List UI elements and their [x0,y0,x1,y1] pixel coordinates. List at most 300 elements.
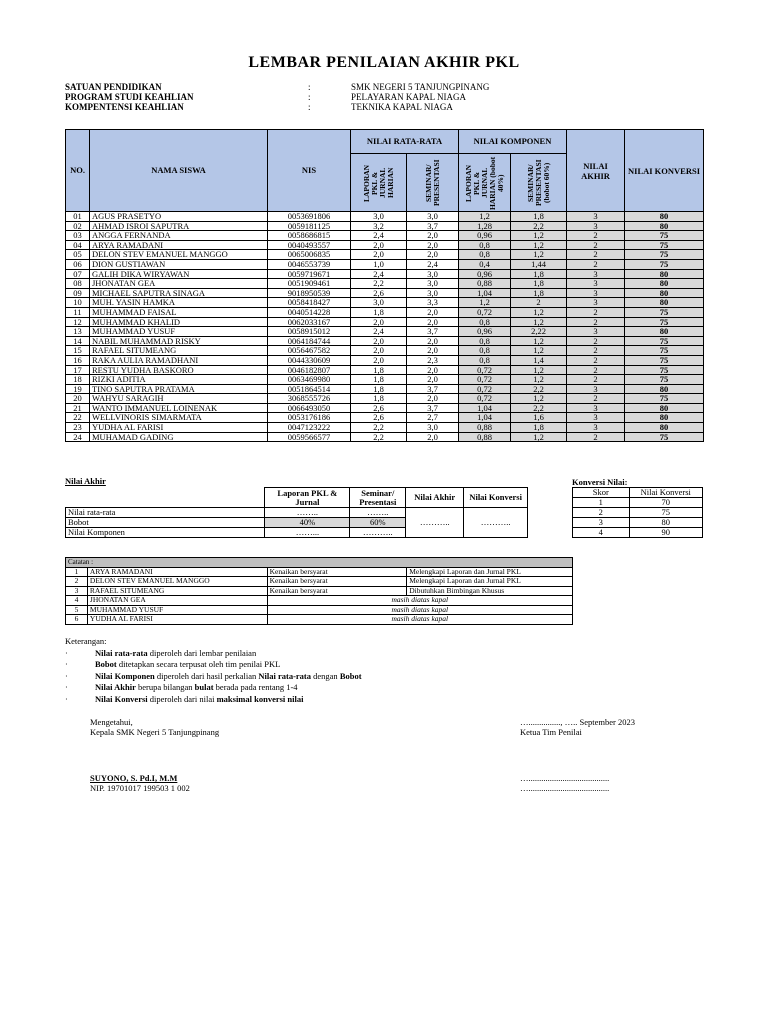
row-nis: 0059719671 [268,269,351,279]
row-nis: 0051909461 [268,279,351,289]
row-konversi: 80 [625,423,704,433]
row-nama: RAFAEL SITUMEANG [90,346,268,356]
col-laporan-komponen: LAPORAN PKL & JURNAL HARIAN (bobot 40%) [459,154,511,212]
keterangan-line: · Nilai Akhir berupa bilangan bulat berada pada rentang 1-4 [65,682,298,692]
row-akhir: 3 [567,384,625,394]
catatan-status: masih diatas kapal [267,605,572,615]
table-row [66,384,704,394]
row-no: 17 [66,365,90,375]
table-row [66,365,704,375]
row-seminar-komponen: 2,2 [511,221,567,231]
row-no: 19 [66,384,90,394]
col-rata: NILAI RATA-RATA [351,130,459,154]
col-seminar: SEMINAR/ PRESENTASI [407,154,459,212]
row-laporan: 2,4 [351,269,407,279]
catatan-row [66,577,573,587]
col-konversi: NILAI KONVERSI [625,130,704,212]
row-laporan: 2,2 [351,423,407,433]
table-row [66,317,704,327]
catatan-status: Kenaikan bersyarat [267,577,407,587]
row-laporan-komponen: 0,96 [459,269,511,279]
table-row [66,307,704,317]
row-laporan-komponen: 0,88 [459,423,511,433]
row-laporan-komponen: 0,72 [459,307,511,317]
header-labels [65,82,194,112]
nilai-r3-sem: ……….. [350,528,406,538]
row-nama: MUHAMAD GADING [90,432,268,442]
row-konversi: 75 [625,307,704,317]
konversi-nilai: 90 [629,528,703,538]
row-seminar: 3,0 [407,212,459,222]
row-seminar: 2,0 [407,317,459,327]
row-nis: 0053176186 [268,413,351,423]
row-laporan-komponen: 0,8 [459,355,511,365]
catatan-no: 4 [66,596,88,606]
row-nis: 0064184744 [268,336,351,346]
catatan-title: Catatan : [66,558,573,568]
keterangan-line: · Bobot ditetapkan secara terpusat oleh tim penilai PKL [65,659,281,669]
col-nama: NAMA SISWA [90,130,268,212]
row-nama: TINO SAPUTRA PRATAMA [90,384,268,394]
konversi-skor: 3 [573,518,630,528]
table-row [66,212,704,222]
row-no: 02 [66,221,90,231]
row-konversi: 75 [625,231,704,241]
row-laporan: 2,0 [351,336,407,346]
row-laporan-komponen: 0,88 [459,279,511,289]
catatan-nama: ARYA RAMADANI [87,567,267,577]
row-no: 04 [66,240,90,250]
row-akhir: 2 [567,307,625,317]
row-laporan-komponen: 0,8 [459,317,511,327]
row-laporan-komponen: 1,2 [459,298,511,308]
col-akhir: NILAI AKHIR [567,130,625,212]
kepala-name: SUYONO, S. Pd.I, M.M [90,773,178,783]
row-akhir: 3 [567,279,625,289]
row-akhir: 2 [567,231,625,241]
catatan-nama: JHONATAN GEA [87,596,267,606]
row-konversi: 75 [625,336,704,346]
row-nis: 0058686815 [268,231,351,241]
catatan-keterangan: Melengkapi Laporan dan Jurnal PKL [407,577,573,587]
row-konversi: 80 [625,288,704,298]
row-konversi: 75 [625,375,704,385]
row-akhir: 2 [567,432,625,442]
row-no: 15 [66,346,90,356]
konversi-title: Konversi Nilai: [572,477,628,487]
catatan-no: 2 [66,577,88,587]
signature-right [520,717,635,793]
row-akhir: 2 [567,375,625,385]
row-seminar: 3,0 [407,269,459,279]
row-nis: 0059566577 [268,432,351,442]
row-seminar: 2,4 [407,259,459,269]
table-row [66,346,704,356]
nilai-h-laporan: Laporan PKL & Jurnal [265,488,350,508]
row-no: 05 [66,250,90,260]
catatan-table [65,557,573,625]
catatan-no: 6 [66,615,88,625]
row-nama: DION GUSTIAWAN [90,259,268,269]
row-konversi: 80 [625,269,704,279]
row-seminar: 3,7 [407,403,459,413]
row-akhir: 3 [567,221,625,231]
header-separators [308,82,311,112]
row-laporan: 2,6 [351,413,407,423]
mengetahui-text: Mengetahui, [90,717,133,727]
nilai-konversi-value: ……….. [464,508,528,538]
col-no: NO. [66,130,90,212]
row-seminar-komponen: 1,4 [511,355,567,365]
row-konversi: 75 [625,432,704,442]
row-konversi: 80 [625,403,704,413]
konversi-h-skor: Skor [573,488,630,498]
tanggal-text: …..............., ….. September 2023 [520,717,635,727]
row-seminar: 3,7 [407,221,459,231]
catatan-nama: MUHAMMAD YUSUF [87,605,267,615]
table-row [66,269,704,279]
catatan-status: masih diatas kapal [267,596,572,606]
row-nis: 0058418427 [268,298,351,308]
row-seminar-komponen: 1,8 [511,269,567,279]
row-seminar: 2,0 [407,394,459,404]
row-laporan-komponen: 1,2 [459,212,511,222]
row-laporan-komponen: 0,8 [459,240,511,250]
nilai-bobot-lap: 40% [265,518,350,528]
keterangan [65,636,362,705]
catatan-row [66,615,573,625]
header-values [351,82,489,112]
nilai-r1-sem: …….. [350,508,406,518]
row-laporan: 2,2 [351,432,407,442]
row-nis: 0044330609 [268,355,351,365]
konversi-row [573,518,703,528]
table-row [66,413,704,423]
row-seminar-komponen: 1,2 [511,307,567,317]
page-title: LEMBAR PENILAIAN AKHIR PKL [248,54,520,71]
row-laporan: 3,0 [351,212,407,222]
row-seminar-komponen: 1,2 [511,250,567,260]
row-laporan-komponen: 0,8 [459,346,511,356]
row-konversi: 80 [625,212,704,222]
table-row [66,231,704,241]
row-seminar: 3,0 [407,423,459,433]
header-sep: : [308,92,311,102]
konversi-nilai: 80 [629,518,703,528]
row-seminar-komponen: 1,6 [511,413,567,423]
row-seminar: 3,7 [407,327,459,337]
row-laporan-komponen: 0,4 [459,259,511,269]
konversi-row [573,528,703,538]
row-akhir: 3 [567,403,625,413]
row-nama: JHONATAN GEA [90,279,268,289]
table-row [66,432,704,442]
row-seminar: 2,0 [407,240,459,250]
row-nama: MUHAMMAD KHALID [90,317,268,327]
kepala-text: Kepala SMK Negeri 5 Tanjungpinang [90,727,220,737]
catatan-nama: DELON STEV EMANUEL MANGGO [87,577,267,587]
row-nama: YUDHA AL FARISI [90,423,268,433]
row-nama: NABIL MUHAMMAD RISKY [90,336,268,346]
row-nis: 0059181125 [268,221,351,231]
catatan-status: masih diatas kapal [267,615,572,625]
row-akhir: 3 [567,327,625,337]
table-row [66,259,704,269]
row-no: 16 [66,355,90,365]
konversi-skor: 1 [573,498,630,508]
row-seminar: 2,0 [407,346,459,356]
row-konversi: 80 [625,384,704,394]
row-no: 18 [66,375,90,385]
row-seminar-komponen: 1,2 [511,432,567,442]
nilai-h-konversi: Nilai Konversi [464,488,528,508]
header-value: TEKNIKA KAPAL NIAGA [351,102,453,112]
row-nis: 0040514228 [268,307,351,317]
ketua-name-line: …...................................... [520,773,610,783]
row-seminar-komponen: 2,2 [511,384,567,394]
row-no: 22 [66,413,90,423]
catatan-status: Kenaikan bersyarat [267,586,407,596]
row-seminar: 2,0 [407,365,459,375]
konversi-nilai: 70 [629,498,703,508]
table-row [66,279,704,289]
row-laporan: 2,0 [351,355,407,365]
row-laporan: 1,0 [351,259,407,269]
nilai-akhir-title: Nilai Akhir [65,476,106,486]
row-laporan: 2,4 [351,327,407,337]
row-no: 06 [66,259,90,269]
row-seminar: 2,0 [407,432,459,442]
header-sep: : [308,102,311,112]
row-laporan-komponen: 1,04 [459,288,511,298]
row-konversi: 75 [625,346,704,356]
konversi-row [573,498,703,508]
table-row [66,298,704,308]
row-nama: WELLVINORIS SIMARMATA [90,413,268,423]
row-seminar-komponen: 2 [511,298,567,308]
col-komponen: NILAI KOMPONEN [459,130,567,154]
row-no: 10 [66,298,90,308]
row-seminar: 2,0 [407,231,459,241]
catatan-row [66,596,573,606]
row-laporan: 2,0 [351,317,407,327]
row-seminar: 3,0 [407,279,459,289]
row-nama: AGUS PRASETYO [90,212,268,222]
row-akhir: 2 [567,394,625,404]
row-nama: GALIH DIKA WIRYAWAN [90,269,268,279]
konversi-nilai: 75 [629,508,703,518]
row-no: 21 [66,403,90,413]
row-nis: 0062033167 [268,317,351,327]
row-seminar: 2,0 [407,336,459,346]
table-row [66,288,704,298]
nilai-akhir-value: ……….. [406,508,464,538]
row-seminar: 3,3 [407,298,459,308]
row-seminar-komponen: 1,8 [511,288,567,298]
row-seminar-komponen: 1,2 [511,365,567,375]
table-row [66,394,704,404]
header-label: PROGRAM STUDI KEAHLIAN [65,92,194,102]
row-nama: MUH. YASIN HAMKA [90,298,268,308]
row-laporan: 2,2 [351,279,407,289]
row-konversi: 80 [625,327,704,337]
table-row [66,375,704,385]
row-laporan: 2,4 [351,231,407,241]
table-row [66,327,704,337]
row-nis: 0051864514 [268,384,351,394]
row-akhir: 2 [567,250,625,260]
row-laporan: 1,8 [351,384,407,394]
row-nis: 0066493050 [268,403,351,413]
row-nis: 0056467582 [268,346,351,356]
row-nis: 0053691806 [268,212,351,222]
keterangan-title: Keterangan: [65,636,107,646]
row-nama: WANTO IMMANUEL LOINENAK [90,403,268,413]
ketua-text: Ketua Tim Penilai [520,727,582,737]
konversi-skor: 4 [573,528,630,538]
table-row [66,423,704,433]
row-konversi: 80 [625,413,704,423]
row-seminar: 2,0 [407,307,459,317]
table-row [66,403,704,413]
row-no: 23 [66,423,90,433]
row-nama: ARYA RAMADANI [90,240,268,250]
nilai-akhir-table [65,487,572,538]
row-nama: ANGGA FERNANDA [90,231,268,241]
row-seminar-komponen: 1,44 [511,259,567,269]
row-no: 03 [66,231,90,241]
header-value: PELAYARAN KAPAL NIAGA [351,92,467,102]
row-seminar-komponen: 1,2 [511,336,567,346]
row-seminar-komponen: 1,8 [511,423,567,433]
row-nis: 0047123222 [268,423,351,433]
konversi-body [573,498,703,538]
row-akhir: 3 [567,298,625,308]
row-no: 24 [66,432,90,442]
row-laporan: 3,0 [351,298,407,308]
nilai-r2-label: Bobot [66,518,265,528]
col-laporan: LAPORAN PKL & JURNAL HARIAN [351,154,407,212]
row-laporan-komponen: 0,72 [459,394,511,404]
row-konversi: 75 [625,240,704,250]
row-akhir: 2 [567,346,625,356]
row-nama: MUHAMMAD YUSUF [90,327,268,337]
row-akhir: 2 [567,259,625,269]
catatan-keterangan: Dibutuhkan Bimbingan Khusus [407,586,573,596]
row-konversi: 75 [625,259,704,269]
header-label: SATUAN PENDIDIKAN [65,82,162,92]
row-nama: WAHYU SARAGIH [90,394,268,404]
row-laporan: 2,0 [351,250,407,260]
row-laporan-komponen: 0,8 [459,336,511,346]
row-laporan-komponen: 0,88 [459,432,511,442]
row-konversi: 75 [625,317,704,327]
grades-table [65,129,704,442]
catatan-row [66,567,573,577]
row-konversi: 80 [625,298,704,308]
nilai-h-akhir: Nilai Akhir [406,488,464,508]
row-nis: 0058915012 [268,327,351,337]
row-akhir: 2 [567,240,625,250]
row-nama: RESTU YUDHA BASKORO [90,365,268,375]
catatan-body [66,567,573,624]
grades-body [66,212,704,442]
row-akhir: 2 [567,365,625,375]
row-seminar: 3,7 [407,384,459,394]
row-akhir: 3 [567,413,625,423]
row-akhir: 3 [567,288,625,298]
row-laporan-komponen: 0,8 [459,250,511,260]
row-nis: 0046182807 [268,365,351,375]
catatan-nama: RAFAEL SITUMEANG [87,586,267,596]
row-laporan: 2,0 [351,346,407,356]
row-nis: 0040493557 [268,240,351,250]
row-seminar-komponen: 1,8 [511,279,567,289]
row-akhir: 3 [567,269,625,279]
row-konversi: 80 [625,221,704,231]
konversi-skor: 2 [573,508,630,518]
row-akhir: 3 [567,423,625,433]
table-row [66,250,704,260]
row-konversi: 75 [625,394,704,404]
row-konversi: 75 [625,365,704,375]
row-seminar-komponen: 1,8 [511,212,567,222]
konversi-table [572,487,703,538]
row-nama: RAKA AULIA RAMADHANI [90,355,268,365]
row-nis: 0065006835 [268,250,351,260]
nilai-h-seminar: Seminar/ Presentasi [350,488,406,508]
row-nama: DELON STEV EMANUEL MANGGO [90,250,268,260]
row-no: 08 [66,279,90,289]
catatan-no: 5 [66,605,88,615]
row-no: 07 [66,269,90,279]
header-label: KOMPENTENSI KEAHLIAN [65,102,184,112]
row-no: 01 [66,212,90,222]
catatan-nama: YUDHA AL FARISI [87,615,267,625]
catatan-row [66,605,573,615]
catatan-no: 3 [66,586,88,596]
table-row [66,336,704,346]
row-no: 11 [66,307,90,317]
row-seminar: 2,0 [407,250,459,260]
row-konversi: 80 [625,279,704,289]
nilai-r3-lap: ……... [265,528,350,538]
row-laporan-komponen: 1,04 [459,413,511,423]
row-laporan: 1,8 [351,307,407,317]
row-laporan-komponen: 0,72 [459,384,511,394]
header-sep: : [308,82,311,92]
catatan-keterangan: Melengkapi Laporan dan Jurnal PKL [407,567,573,577]
row-akhir: 2 [567,317,625,327]
row-no: 09 [66,288,90,298]
nilai-r1-lap: …….. [265,508,350,518]
keterangan-line: · Nilai Konversi diperoleh dari nilai maksimal konversi nilai [65,693,304,704]
row-nis: 0046553739 [268,259,351,269]
col-nis: NIS [268,130,351,212]
row-seminar-komponen: 1,2 [511,231,567,241]
row-seminar-komponen: 2,2 [511,403,567,413]
row-laporan: 1,8 [351,375,407,385]
row-laporan-komponen: 0,72 [459,365,511,375]
konversi-row [573,508,703,518]
row-nis: 0063469980 [268,375,351,385]
table-row [66,355,704,365]
row-no: 20 [66,394,90,404]
row-laporan-komponen: 1,04 [459,403,511,413]
row-laporan-komponen: 0,96 [459,231,511,241]
row-seminar-komponen: 1,2 [511,394,567,404]
table-row [66,240,704,250]
